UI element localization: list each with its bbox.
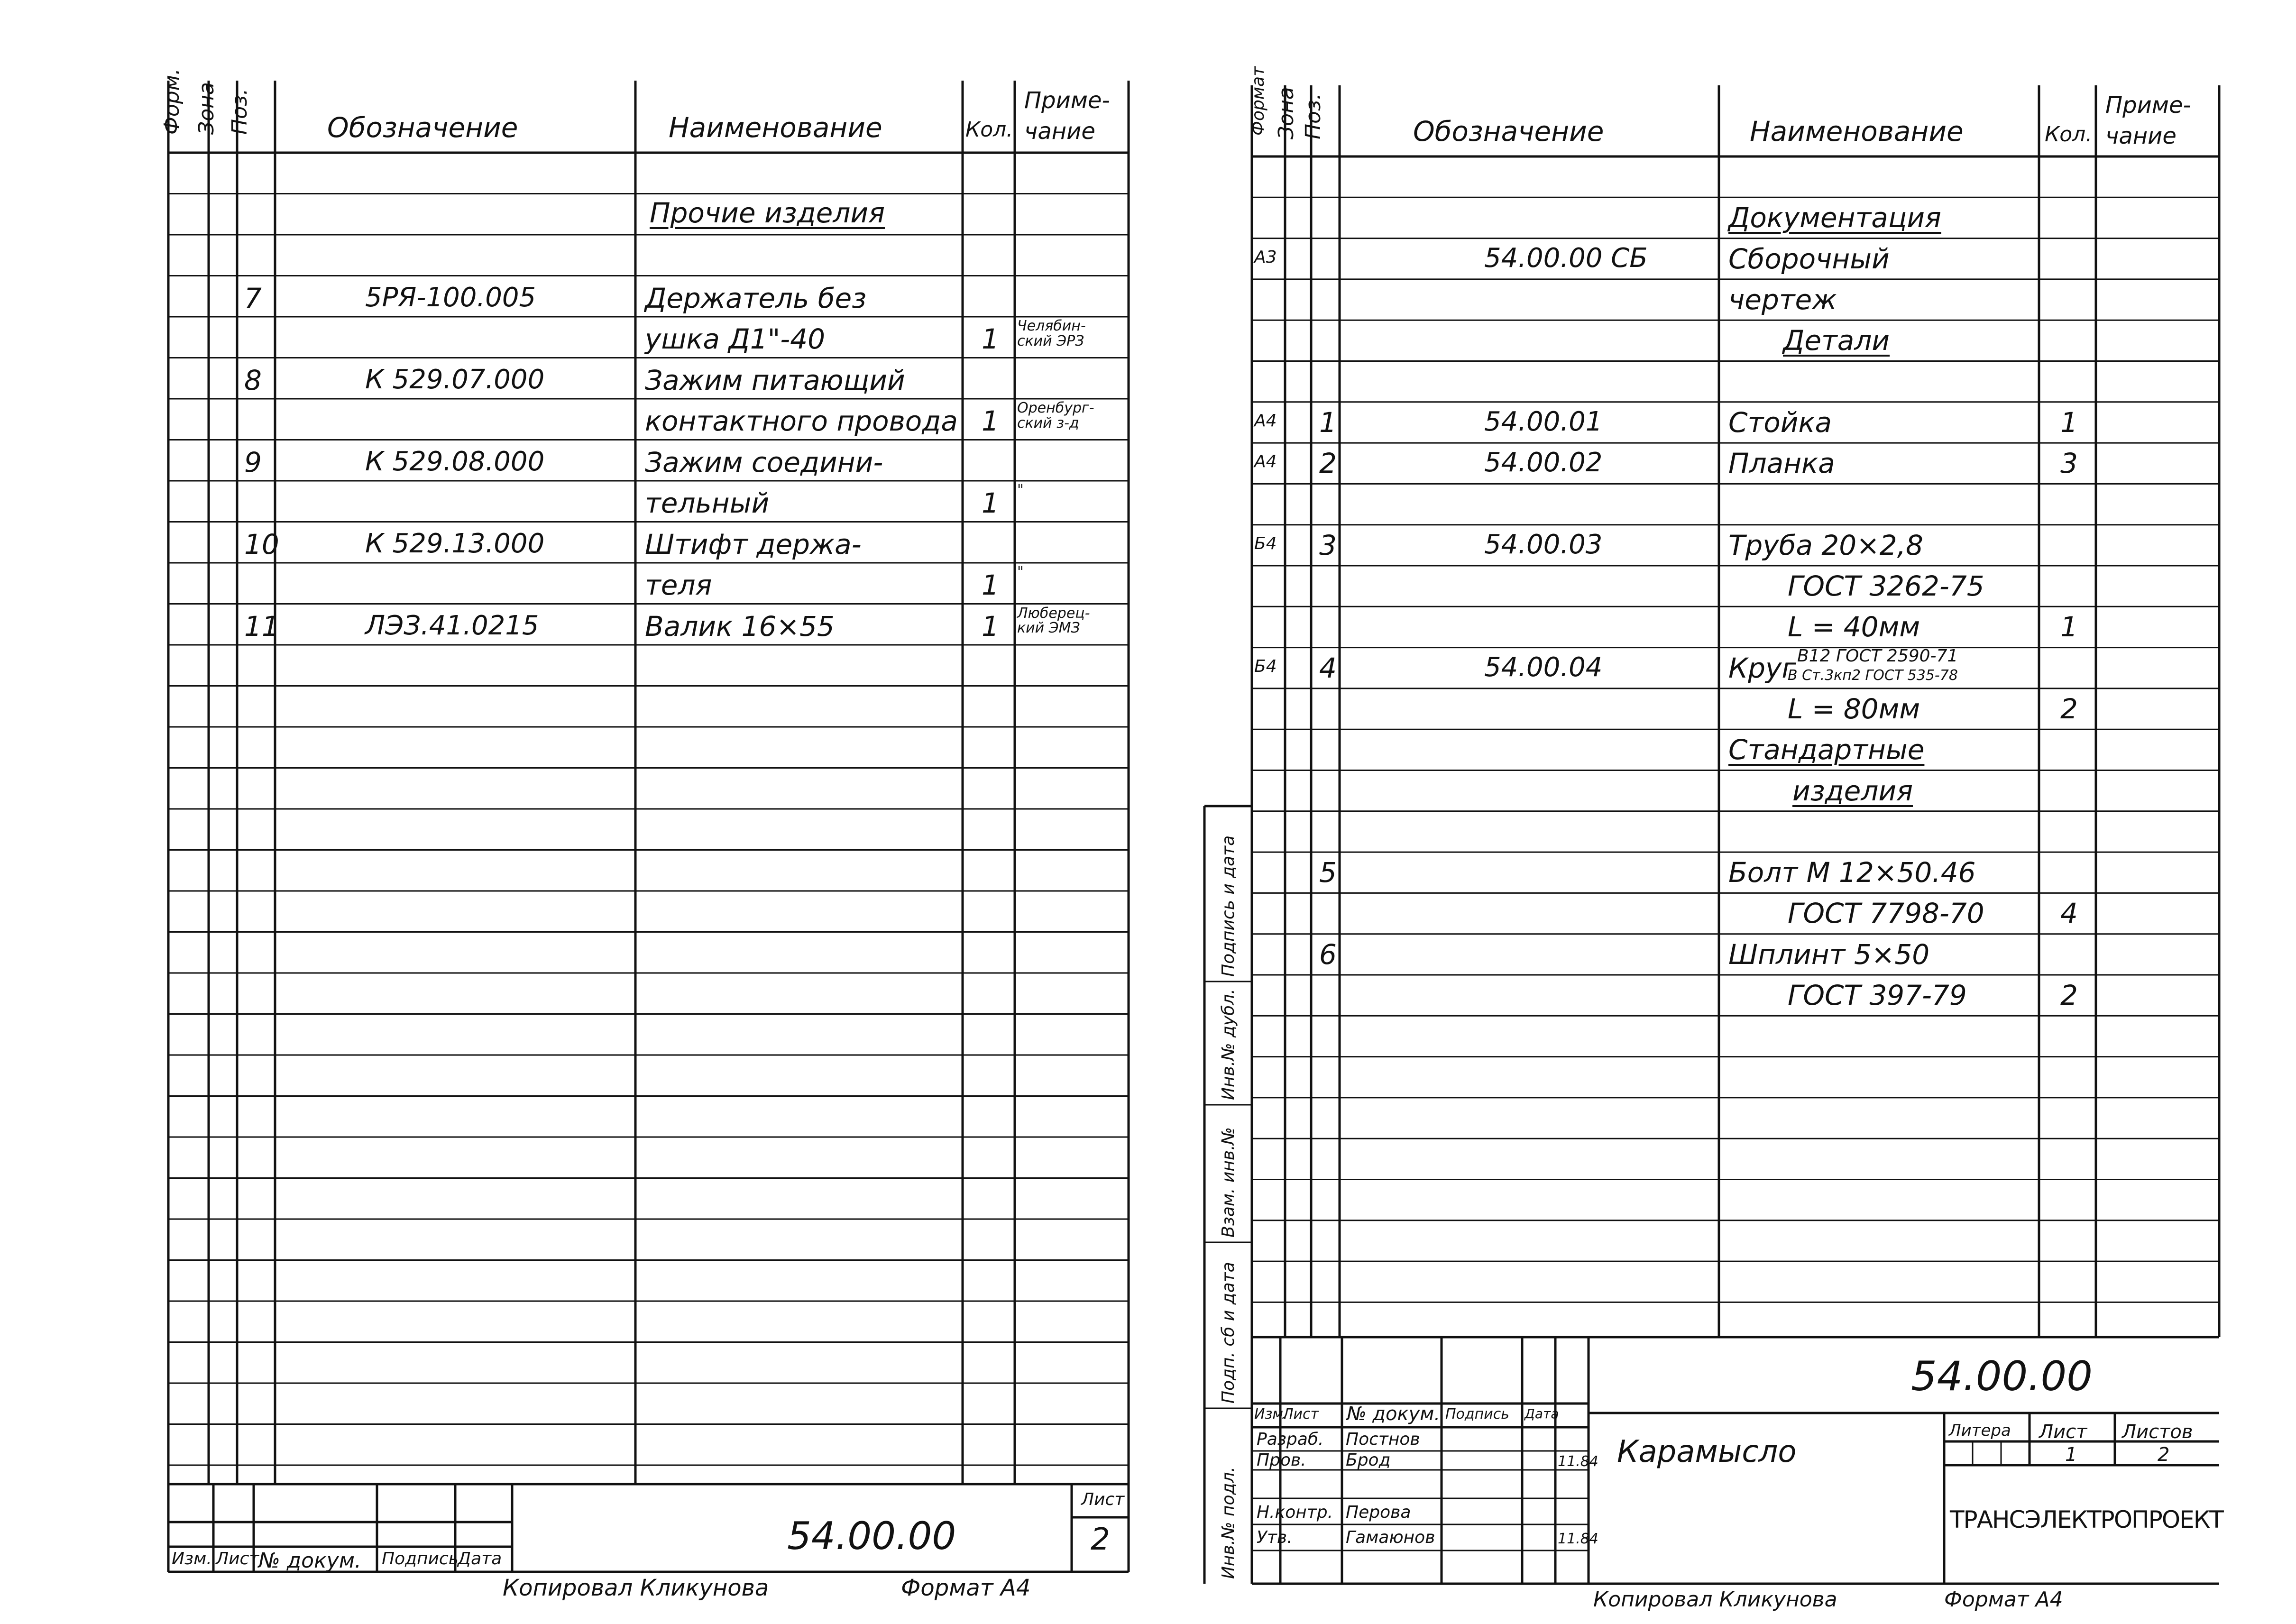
r-col-header-designation: Обозначение bbox=[1413, 115, 1604, 147]
right-row-name: Сборочный bbox=[1728, 242, 1890, 275]
tb-role: Пров. bbox=[1257, 1450, 1306, 1470]
r-tb-data: Дата bbox=[1525, 1406, 1559, 1422]
left-row-pos: 7 bbox=[244, 282, 262, 314]
right-row-designation: 54.00.01 bbox=[1484, 406, 1603, 437]
tb-data: Дата bbox=[458, 1549, 502, 1569]
right-row-qty: 1 bbox=[2060, 406, 2078, 439]
left-footer-format: Формат А4 bbox=[901, 1575, 1031, 1601]
left-row-qty: 1 bbox=[982, 487, 999, 519]
right-row-pos: 1 bbox=[1319, 406, 1337, 439]
right-row-name: ГОСТ 3262-75 bbox=[1788, 570, 1984, 602]
right-row-qty: 2 bbox=[2060, 979, 2078, 1011]
col-header-qty: Кол. bbox=[965, 118, 1013, 142]
right-footer-format: Формат А4 bbox=[1944, 1587, 2063, 1612]
right-row-name-sub: В Ст.3кп2 ГОСТ 535-78 bbox=[1788, 667, 1958, 684]
tb-name: Постнов bbox=[1346, 1430, 1420, 1449]
right-row-name: Планка bbox=[1728, 447, 1835, 480]
left-row-name: Зажим питающий bbox=[645, 364, 905, 396]
left-row-note: " bbox=[1017, 482, 1024, 498]
r-tb-izm: Изм. bbox=[1254, 1406, 1288, 1422]
r-col-header-name: Наименование bbox=[1750, 115, 1964, 147]
tb-date: 11.84 bbox=[1558, 1453, 1598, 1470]
tb-ndoc: № докум. bbox=[258, 1549, 361, 1573]
col-header-pos: Поз. bbox=[228, 88, 252, 135]
right-row-qty: 2 bbox=[2060, 692, 2078, 725]
left-row-name: Валик 16×55 bbox=[645, 610, 835, 642]
right-row-format: Б4 bbox=[1254, 533, 1277, 553]
col-header-format: Форм. bbox=[160, 68, 184, 135]
r-col-header-qty: Кол. bbox=[2045, 122, 2093, 147]
tb-name: Брод bbox=[1346, 1450, 1391, 1470]
left-row-note: " bbox=[1017, 564, 1024, 580]
left-row-note: Люберец- кий ЭМЗ bbox=[1017, 605, 1090, 636]
r-tb-list: Лист bbox=[1283, 1406, 1319, 1422]
tb-list: Лист bbox=[216, 1549, 259, 1569]
right-row-qty: 1 bbox=[2060, 611, 2078, 643]
right-doc-number: 54.00.00 bbox=[1911, 1353, 2093, 1400]
right-row-name: Шплинт 5×50 bbox=[1728, 938, 1930, 971]
left-row-qty: 1 bbox=[982, 405, 999, 437]
right-row-name: Труба 20×2,8 bbox=[1728, 529, 1923, 561]
r-col-header-format: Формат bbox=[1249, 66, 1268, 136]
r-col-header-zone: Зона bbox=[1274, 87, 1298, 139]
right-row-designation: 54.00.03 bbox=[1484, 529, 1603, 560]
left-row-qty: 1 bbox=[982, 610, 999, 642]
left-row-name: ушка Д1"-40 bbox=[645, 323, 826, 355]
left-row-name: теля bbox=[645, 569, 712, 601]
right-row-name: Стойка bbox=[1728, 406, 1832, 439]
side-label: Подпись и дата bbox=[1219, 835, 1238, 977]
right-row-name: Круг bbox=[1728, 651, 1796, 684]
left-row-pos: 11 bbox=[244, 610, 279, 642]
right-row-name: чертеж bbox=[1728, 283, 1837, 316]
right-row-qty: 4 bbox=[2060, 897, 2078, 930]
right-row-name-sup: В12 ГОСТ 2590-71 bbox=[1797, 646, 1958, 666]
r-tb-sheet-no: 1 bbox=[2065, 1444, 2077, 1466]
side-label: Инв.№ дубл. bbox=[1219, 989, 1238, 1100]
left-row-designation: К 529.08.000 bbox=[365, 446, 545, 477]
side-label: Взам. инв.№ bbox=[1219, 1127, 1238, 1238]
r-tb-sheet-label: Лист bbox=[2039, 1421, 2087, 1443]
side-label: Инв.№ подл. bbox=[1219, 1467, 1238, 1579]
right-row-name: L = 80мм bbox=[1788, 692, 1920, 725]
right-row-pos: 3 bbox=[1319, 529, 1337, 561]
r-tb-sheets-total: 2 bbox=[2158, 1444, 2170, 1466]
tb-role: Н.контр. bbox=[1257, 1503, 1333, 1522]
left-sheet-label: Лист bbox=[1081, 1490, 1125, 1509]
r-tb-sheets-label: Листов bbox=[2122, 1421, 2193, 1443]
right-footer-copied: Копировал Кликунова bbox=[1593, 1587, 1837, 1612]
right-row-name: Болт М 12×50.46 bbox=[1728, 856, 1976, 889]
left-footer-copied: Копировал Кликунова bbox=[503, 1575, 769, 1601]
left-row-pos: 10 bbox=[244, 528, 279, 560]
r-col-header-note: Приме- чание bbox=[2105, 92, 2191, 149]
right-row-pos: 4 bbox=[1319, 651, 1337, 684]
left-row-pos: 8 bbox=[244, 364, 262, 396]
left-row-designation: ЛЭЗ.41.0215 bbox=[365, 610, 539, 641]
left-section-title: Прочие изделия bbox=[650, 197, 885, 229]
col-header-zone: Зона bbox=[194, 82, 219, 135]
right-row-format: А4 bbox=[1254, 411, 1277, 431]
right-row-format: А3 bbox=[1254, 247, 1277, 267]
left-doc-number: 54.00.00 bbox=[787, 1514, 956, 1558]
right-row-pos: 2 bbox=[1319, 447, 1337, 480]
right-row-name: L = 40мм bbox=[1788, 611, 1920, 643]
right-row-name: Документация bbox=[1728, 202, 1941, 234]
right-doc-title: Карамысло bbox=[1617, 1434, 1797, 1469]
tb-date: 11.84 bbox=[1558, 1531, 1598, 1547]
r-tb-litera: Литера bbox=[1949, 1421, 2011, 1440]
right-row-name: Стандартные bbox=[1728, 734, 1925, 766]
side-label: Подп. сб и дата bbox=[1219, 1262, 1238, 1404]
r-col-header-pos: Поз. bbox=[1301, 93, 1325, 139]
left-row-name: Зажим соедини- bbox=[645, 446, 883, 478]
tb-name: Перова bbox=[1346, 1503, 1411, 1522]
left-row-designation: 5РЯ-100.005 bbox=[365, 282, 536, 313]
right-row-designation: 54.00.04 bbox=[1484, 651, 1603, 683]
right-row-format: Б4 bbox=[1254, 656, 1277, 676]
right-row-designation: 54.00.02 bbox=[1484, 447, 1603, 478]
left-row-designation: К 529.13.000 bbox=[365, 528, 545, 559]
tb-name: Гамаюнов bbox=[1346, 1528, 1435, 1547]
tb-role: Разраб. bbox=[1257, 1430, 1324, 1449]
right-row-name: ГОСТ 7798-70 bbox=[1788, 897, 1984, 930]
left-row-qty: 1 bbox=[982, 323, 999, 355]
left-row-name: контактного провода bbox=[645, 405, 958, 437]
right-grid-lines bbox=[1157, 0, 2296, 1624]
col-header-designation: Обозначение bbox=[327, 111, 518, 144]
right-row-name: ГОСТ 397-79 bbox=[1788, 979, 1967, 1011]
col-header-note: Приме- чание bbox=[1024, 87, 1110, 145]
right-row-designation: 54.00.00 СБ bbox=[1484, 242, 1648, 274]
right-specification-sheet bbox=[1157, 0, 2296, 1624]
r-tb-ndoc: № докум. bbox=[1347, 1403, 1441, 1425]
right-row-name: Детали bbox=[1783, 324, 1890, 357]
tb-izm: Изм. bbox=[172, 1549, 212, 1569]
left-row-name: Штифт держа- bbox=[645, 528, 862, 560]
col-header-name: Наименование bbox=[669, 111, 882, 144]
right-row-pos: 6 bbox=[1319, 938, 1337, 971]
left-sheet-number: 2 bbox=[1091, 1522, 1110, 1557]
left-row-qty: 1 bbox=[982, 569, 999, 601]
right-row-name: изделия bbox=[1792, 774, 1913, 807]
right-row-pos: 5 bbox=[1319, 856, 1337, 889]
left-row-name: тельный bbox=[645, 487, 770, 519]
left-row-note: Челябин- ский ЭРЗ bbox=[1017, 318, 1086, 349]
left-row-note: Оренбург- ский з-д bbox=[1017, 400, 1094, 431]
left-row-name: Держатель без bbox=[645, 282, 867, 314]
left-row-pos: 9 bbox=[244, 446, 262, 478]
r-tb-podp: Подпись bbox=[1445, 1406, 1509, 1422]
right-row-format: А4 bbox=[1254, 452, 1277, 472]
right-row-qty: 3 bbox=[2060, 447, 2078, 480]
tb-podp: Подпись bbox=[382, 1549, 459, 1569]
left-row-designation: К 529.07.000 bbox=[365, 364, 545, 395]
r-tb-org: ТРАНСЭЛЕКТРОПРОЕКТ bbox=[1950, 1506, 2223, 1533]
tb-role: Утв. bbox=[1257, 1528, 1293, 1547]
